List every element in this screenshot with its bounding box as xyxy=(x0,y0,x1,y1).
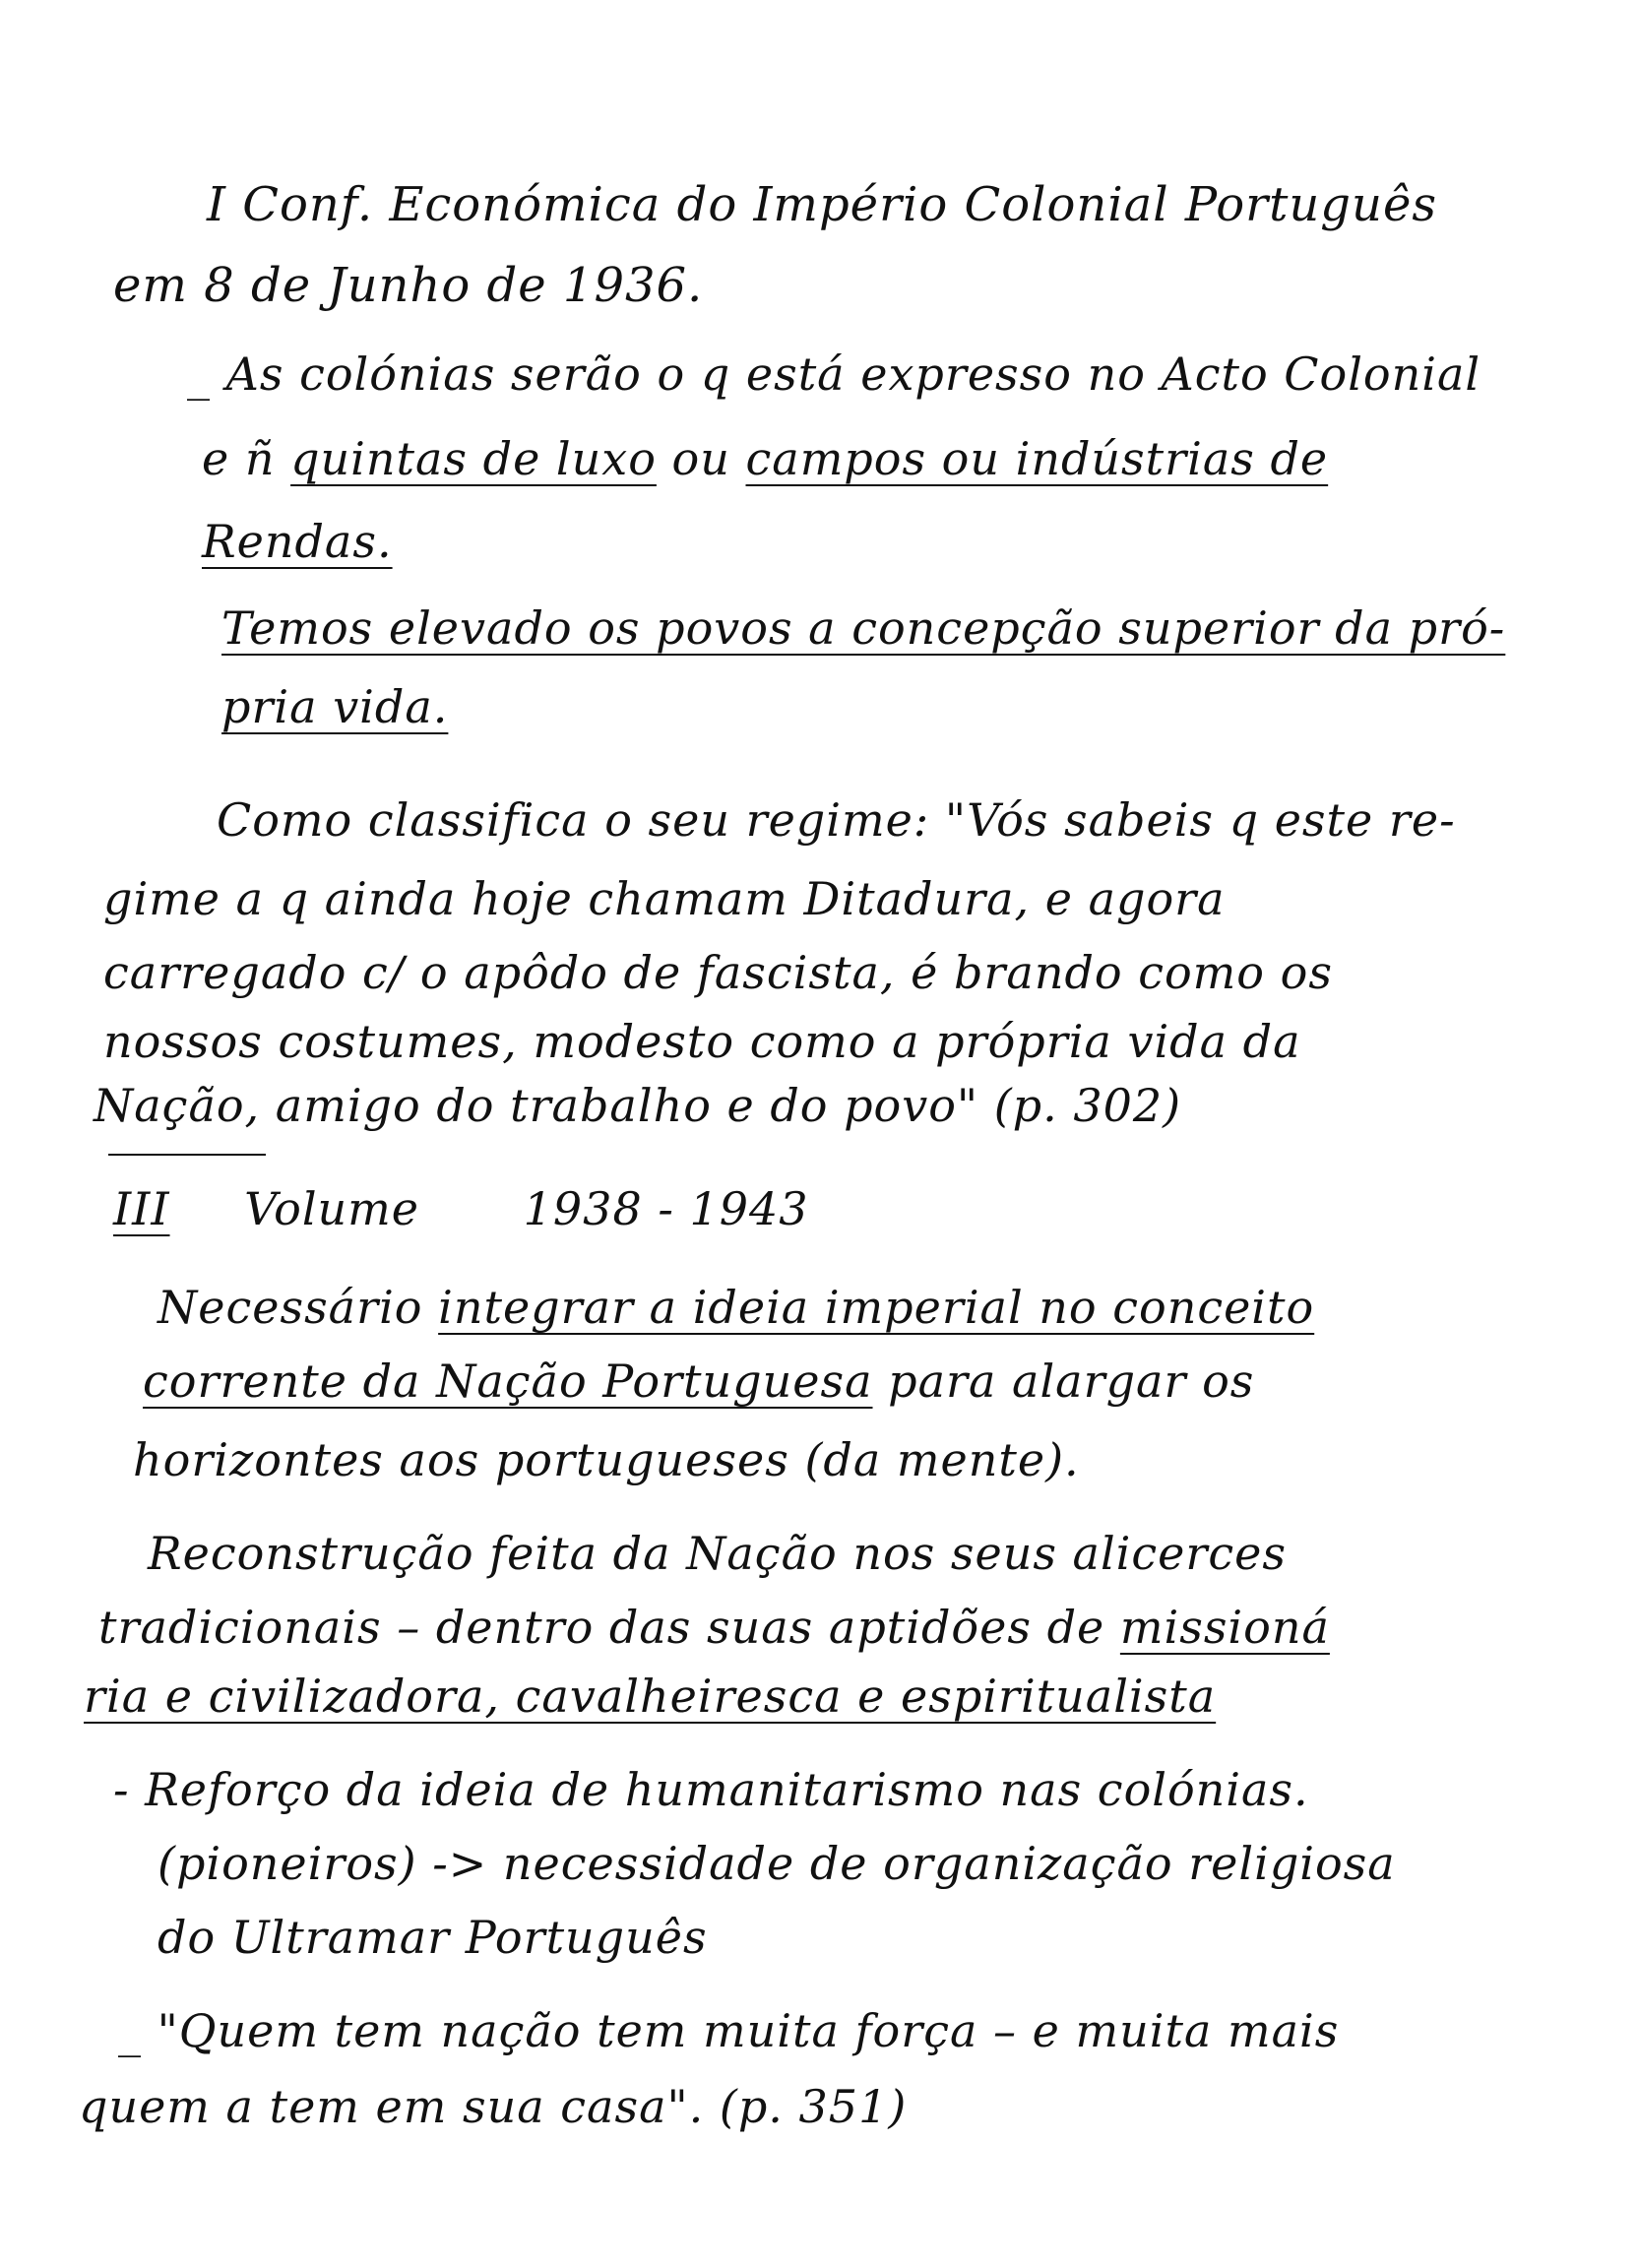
regime-quote-line-1: Como classifica o seu regime: "Vós sabeis q este re- xyxy=(217,793,1456,847)
colonies-line-1: _ As colónias serão o q está expresso no Acto Colonial xyxy=(187,347,1481,401)
reconstruction-line-1: Reconstrução feita da Nação nos seus alicerces xyxy=(148,1527,1287,1580)
regime-quote-line-5: Nação, amigo do trabalho e do povo" (p. 302) xyxy=(94,1079,1182,1132)
elevated-peoples-line-1: Temos elevado os povos a concepção superior da pró- xyxy=(221,601,1506,655)
imperial-idea-line-2 xyxy=(143,1354,1254,1409)
regime-quote-line-4: nossos costumes, modesto como a própria vida da xyxy=(103,1015,1301,1068)
header-line-2: em 8 de Junho de 1936. xyxy=(113,258,704,313)
underlined-missiona: missioná xyxy=(1119,1601,1330,1654)
colonies-line-2 xyxy=(202,431,1328,486)
underlined-corrente-nacao: corrente da Nação Portuguesa xyxy=(143,1354,873,1408)
humanitarianism-line-2: (pioneiros) -> necessidade de organização religiosa xyxy=(158,1837,1396,1890)
volume-heading xyxy=(113,1181,809,1236)
underlined-campos-industrias: campos ou indústrias de xyxy=(745,432,1329,485)
reconstruction-line-2-pre: tradicionais – dentro das suas aptidões de xyxy=(98,1601,1120,1654)
imperial-idea-line-1 xyxy=(158,1280,1314,1335)
imperial-idea-line-2-post: para alargar os xyxy=(872,1354,1255,1408)
imperial-idea-line-1-pre: Necessário xyxy=(158,1281,439,1334)
humanitarianism-line-3: do Ultramar Português xyxy=(158,1911,708,1964)
header-line-1: I Conf. Económica do Império Colonial Português xyxy=(207,177,1437,232)
regime-quote-line-2: gime a q ainda hoje chamam Ditadura, e agora xyxy=(103,872,1226,925)
imperial-idea-line-3: horizontes aos portugueses (da mente). xyxy=(133,1433,1080,1486)
elevated-peoples-line-2: pria vida. xyxy=(221,680,449,733)
colonies-line-2-mid: ou xyxy=(656,432,746,485)
colonies-line-2-pre: e ñ xyxy=(202,432,291,485)
colonies-line-3: Rendas. xyxy=(202,515,393,568)
underlined-quintas-de-luxo: quintas de luxo xyxy=(290,432,657,485)
volume-label: Volume xyxy=(244,1182,420,1235)
regime-quote-line-3: carregado c/ o apôdo de fascista, é brando como os xyxy=(103,946,1333,999)
nation-quote-line-1: _ "Quem tem nação tem muita força – e muita mais xyxy=(118,2004,1340,2057)
reconstruction-line-2 xyxy=(98,1600,1330,1655)
underlined-integrar-ideia: integrar a ideia imperial no conceito xyxy=(438,1281,1315,1334)
volume-years: 1938 - 1943 xyxy=(523,1182,809,1235)
volume-overline xyxy=(108,1154,266,1156)
nation-quote-line-2: quem a tem em sua casa". (p. 351) xyxy=(79,2080,908,2133)
volume-number: III xyxy=(113,1182,170,1235)
reconstruction-line-3: ria e civilizadora, cavalheiresca e espiritualista xyxy=(84,1670,1217,1723)
humanitarianism-line-1: - Reforço da ideia de humanitarismo nas colónias. xyxy=(113,1763,1309,1816)
